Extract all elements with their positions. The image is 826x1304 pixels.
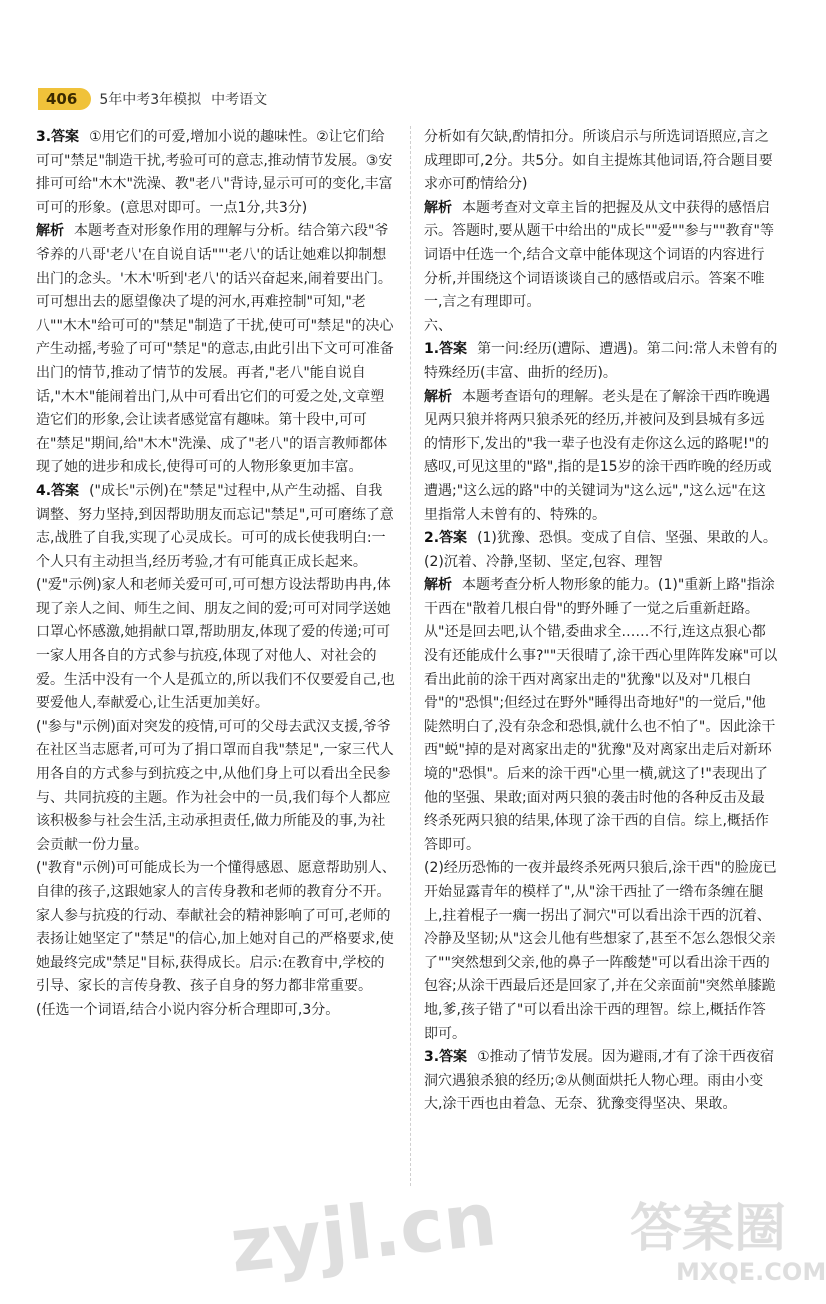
section6-question-3-block (424, 1046, 778, 1117)
q4-growth-example: ("成长"示例)在"禁足"过程中,从产生动摇、自我调整、努力坚持,到因帮助朋友而忘记"禁足",可可磨练了意志,战胜了自我,实现了心灵成长。可可的成长使我明白:一个人只有主动担当,经历考验,才有可能真正成长起来。 (36, 482, 394, 570)
left-column (36, 126, 396, 1023)
subject-title: 中考语文 (211, 92, 268, 108)
s6q3-answer-label: 答案 (439, 1049, 468, 1066)
s6q3-answer (424, 1046, 778, 1117)
watermark-zyjl: zyjl.cn (226, 1176, 501, 1290)
q3-answer-label: 答案 (51, 129, 80, 145)
s6q2-analysis-label: 解析 (424, 577, 452, 594)
q4-scoring-note: (任选一个词语,结合小说内容分析合理即可,3分。 (36, 1001, 340, 1018)
s6q2-analysis-text-1: 本题考查分析人物形象的能力。(1)"重新上路"指涂干西在"散着几根白骨"的野外睡了一觉之后重新赶路。从"还是回去吧,认个错,委曲求全……不行,连这点狠心都没有还能成什么事?""天很晴了,涂干西心里阵阵发麻"可以看出此前的涂干西对离家出走的"犹豫"以及对"几根白骨"的"恐惧";但经过在野外"睡得出奇地好"的一觉后,"他陡然明白了,没有杂念和恐惧,就什么也不怕了"。因此涂干西"蜕"掉的是对离家出走的"犹豫"及对离家出走后对新环境的"恐惧"。后来的涂干西"心里一横,就这了!"表现出了他的坚强、果敢;面对两只狼的袭击时他的各种反击及最终杀死两只狼的结果,体现了涂干西的自信。综上,概括作答即可。 (424, 577, 778, 853)
q3-analysis (36, 220, 396, 480)
right-column (424, 126, 778, 1117)
q4-scoring-continued: 分析如有欠缺,酌情扣分。所谈启示与所选词语照应,言之成理即可,2分。共5分。如自主提炼其他词语,符合题目要求亦可酌情给分) (424, 129, 773, 193)
s6q1-analysis-label: 解析 (424, 388, 452, 405)
q4-continuation-block (424, 126, 778, 315)
s6q1-analysis (424, 386, 778, 528)
s6q2-answer-label: 答案 (439, 530, 468, 547)
q3-answer-text: ①用它们的可爱,增加小说的趣味性。②让它们给可可"禁足"制造干扰,考验可可的意志,推动情节发展。③安排可可给"木木"洗澡、教"老八"背诗,显示可可的变化,丰富可可的形象。(意思对即可。一点1分,共3分) (36, 129, 393, 216)
section6-question-1-block (424, 338, 778, 527)
q4-answer-label: 答案 (51, 482, 80, 499)
q3-answer (36, 126, 396, 220)
q4-participation-example: ("参与"示例)面对突发的疫情,可可的父母去武汉支援,爷爷在社区当志愿者,可可为了捐口罩而自我"禁足",一家三代人用各自的方式参与到抗疫之中,从他们身上可以看出全民参与、共同抗疫的主题。作为社会中的一员,我们每个人都应该积极参与社会生活,主动承担责任,做力所能及的事,为社会贡献一份力量。 (36, 718, 394, 853)
s6q1-answer (424, 338, 778, 385)
book-title (99, 89, 267, 109)
s6q1-number: 1. (424, 341, 440, 358)
series-title: 5年中考3年模拟 (99, 92, 202, 108)
page-header (38, 86, 267, 112)
q4-analysis (424, 197, 778, 315)
q3-analysis-label: 解析 (36, 223, 64, 240)
watermark-answer-circle: 答案圈 (630, 1199, 787, 1259)
q4-analysis-label: 解析 (424, 199, 452, 216)
page-number-badge: 406 (38, 88, 91, 110)
q4-education-example: ("教育"示例)可可能成长为一个懂得感恩、愿意帮助别人、自律的孩子,这跟她家人的言传身教和老师的教育分不开。家人参与抗疫的行动、奉献社会的精神影响了可可,老师的表扬让她坚定了"禁足"的信心,加上她对自己的严格要求,使她最终完成"禁足"目标,获得成长。启示:在教育中,学校的引导、家长的言传身教、孩子自身的努力都非常重要。 (36, 860, 396, 995)
s6q2-answer (424, 527, 778, 551)
s6q2-answer-line2: (2)沉着、冷静,坚韧、坚定,包容、理智 (424, 553, 663, 570)
section6-question-2-block (424, 527, 778, 1046)
s6q1-analysis-text: 本题考查语句的理解。老头是在了解涂干西昨晚遇见两只狼并将两只狼杀死的经历,并被问及到县城有多远的情形下,发出的"我一辈子也没有走你这么远的路呢!"的感叹,可见这里的"路",指的是15岁的涂干西昨晚的经历或遭遇;"这么远的路"中的关键词为"这么远","这么远"在这里指常人未曾有的、特殊的。 (424, 388, 772, 523)
q4-analysis-text: 本题考查对文章主旨的把握及从文中获得的感悟启示。答题时,要从题干中给出的"成长""爱""参与""教育"等词语中任选一个,结合文章中能体现这个词语的内容进行分析,并围绕这个词语谈谈自己的感悟或启示。答案不唯一,言之有理即可。 (424, 199, 774, 311)
question-3-block (36, 126, 396, 480)
watermark-mxqe: MXQE.COM (676, 1258, 826, 1286)
s6q2-number: 2. (424, 530, 440, 547)
column-divider (410, 126, 412, 1186)
q4-number: 4. (36, 482, 52, 499)
s6q1-answer-text: 第一问:经历(遭际、遭遇)。第二问:常人未曾有的特殊经历(丰富、曲折的经历)。 (424, 341, 778, 381)
s6q2-answer-line1: (1)犹豫、恐惧。变成了自信、坚强、果敢的人。 (477, 530, 777, 547)
section-six-heading: 六、 (424, 317, 452, 334)
q4-answer (36, 480, 396, 574)
s6q1-answer-label: 答案 (439, 341, 468, 358)
s6q2-analysis-text-2: (2)经历恐怖的一夜并最终杀死两只狼后,涂干西"的脸庞已开始显露青年的模样了",从"涂干西扯了一绺布条缠在腿上,拄着棍子一瘸一拐出了洞穴"可以看出涂干西的沉着、冷静及坚韧;从"这会儿他有些想家了,甚至不怎么怨恨父亲了""突然想到父亲,他的鼻子一阵酸楚"可以看出涂干西的包容;从涂干西最后还是回家了,并在父亲面前"突然单膝跪地,爹,孩子错了"可以看出涂干西的理智。综上,概括作答即可。 (424, 860, 777, 1042)
q3-number: 3. (36, 129, 52, 145)
question-4-block (36, 480, 396, 1023)
s6q2-analysis (424, 574, 778, 857)
s6q3-number: 3. (424, 1049, 440, 1066)
q3-analysis-text: 本题考查对形象作用的理解与分析。结合第六段"爷爷养的八哥'老八'在自说自话""'老八'的话让她难以抑制想出门的念头。'木木'听到'老八'的话兴奋起来,闹着要出门。可可想出去的愿望像决了堤的河水,再难控制"可知,"老八""木木"给可可的"禁足"制造了干扰,使可可"禁足"的决心产生动摇,考验了可可"禁足"的意志,由此引出下文可可准备出门的情节,推动了情节的发展。再者,"老八"能自说自话,"木木"能闹着出门,从中可看出它们的可爱之处,文章塑造它们的形象,会让读者感觉富有趣味。第十段中,可可在"禁足"期间,给"木木"洗澡、成了"老八"的语言教师都体现了她的进步和成长,使得可可的人物形象更加丰富。 (36, 223, 394, 476)
q4-love-example: ("爱"示例)家人和老师关爱可可,可可想方设法帮助冉冉,体现了亲人之间、师生之间、朋友之间的爱;可可对同学送她口罩心怀感激,她捐献口罩,帮助朋友,体现了爱的传递;可可一家人用各自的方式参与抗疫,体现了对他人、对社会的爱。生活中没有一个人是孤立的,所以我们不仅要爱自己,也要爱他人,奉献爱心,让生活更加美好。 (36, 577, 395, 712)
s6q3-answer-text: ①推动了情节发展。因为避雨,才有了涂干西夜宿洞穴遇狼杀狼的经历;②从侧面烘托人物心理。雨由小变大,涂干西也由着急、无奈、犹豫变得坚决、果敢。 (424, 1049, 775, 1113)
